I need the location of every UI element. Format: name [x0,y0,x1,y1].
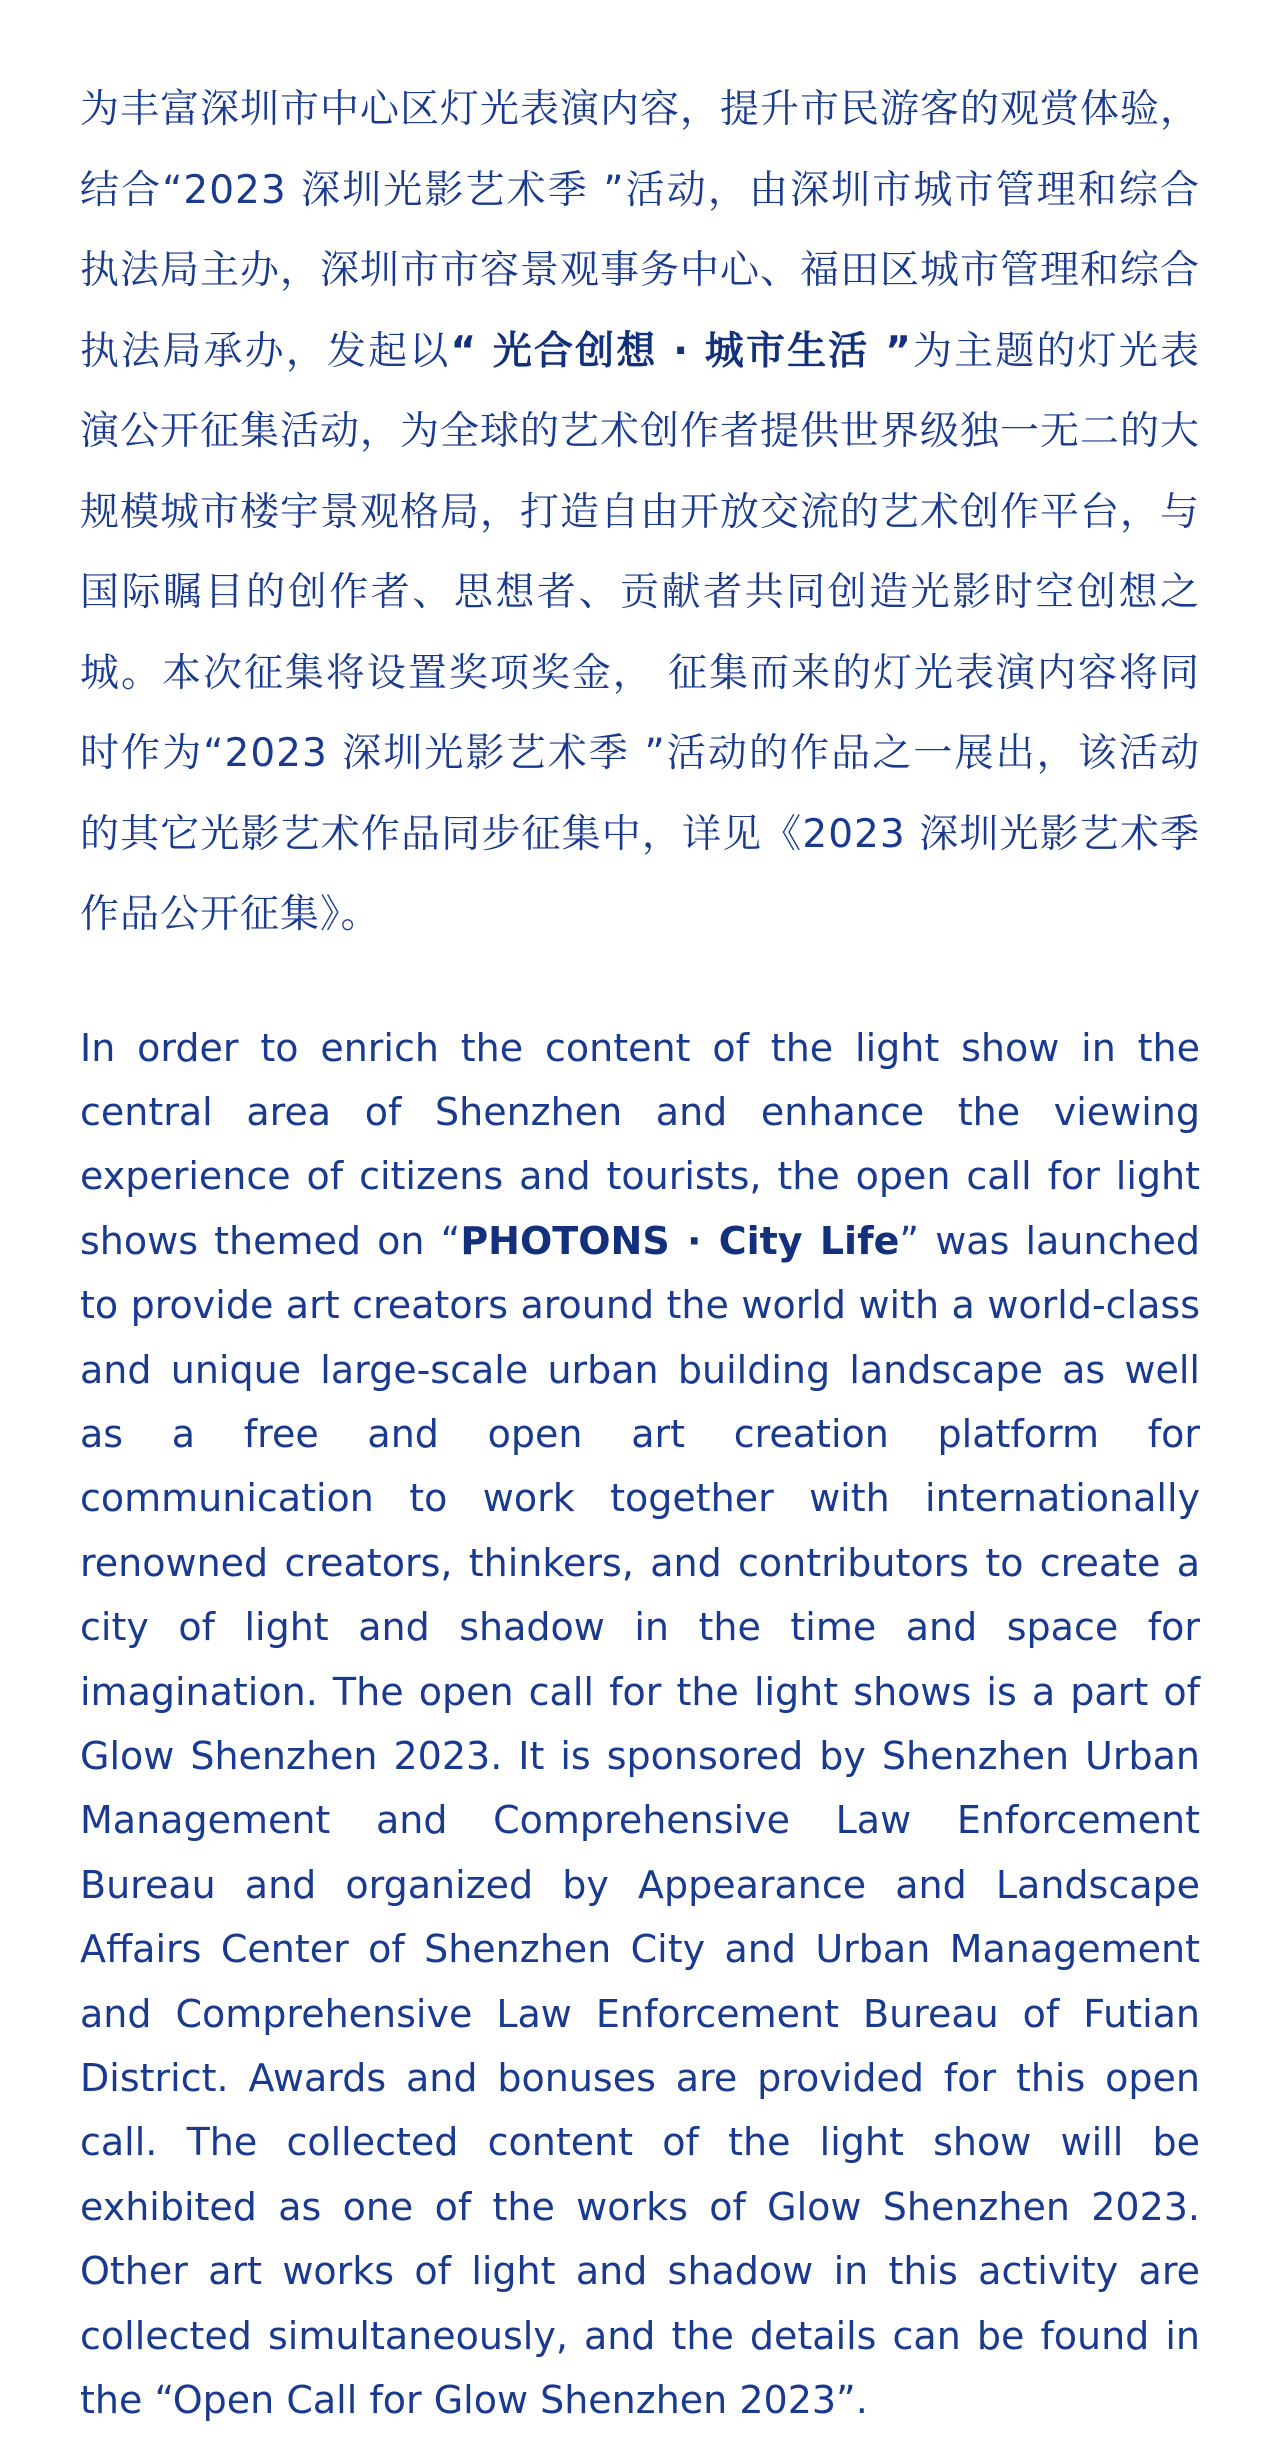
english-text-intro: In order to enrich the content of the light show in the central area of Shenzhen and enhance the viewing experience of citizens and tourists, the open call for light shows themed on “ [80,1025,1200,1263]
chinese-text-intro: 为丰富深圳市中心区灯光表演内容，提升市民游客的观赏体验，结合“2023 深圳光影艺术季 ”活动，由深圳市城市管理和综合执法局主办，深圳市市容景观事务中心、福田区城市管理和综合执法局承办，发起以 [80,87,1201,374]
chinese-text-body: 为主题的灯光表演公开征集活动，为全球的艺术创作者提供世界级独一无二的大规模城市楼宇景观格局，打造自由开放交流的艺术创作平台，与国际瞩目的创作者、思想者、贡献者共同创造光影时空创想之城。本次征集将设置奖项奖金， 征集而来的灯光表演内容将同时作为“2023 深圳光影艺术季 ”活动的作品之一展出，该活动的其它光影艺术作品同步征集中，详见《2023 深圳光影艺术季作品公开征集》。 [80,328,1201,937]
english-text-body: ” was launched to provide art creators around the world with a world-class and unique large-scale urban building landscape as well as a free and open art creation platform for communication to work together with internationally renowned creators, thinkers, and contributors to create a city of light and shadow in the time and space for imagination. The open call for the light shows is a part of Glow Shenzhen 2023. It is sponsored by Shenzhen Urban Management and Comprehensive Law Enforcement Bureau and organized by Appearance and Landscape Affairs Center of Shenzhen City and Urban Management and Comprehensive Law Enforcement Bureau of Futian District. Awards and bonuses are provided for this open call. The collected content of the light show will be exhibited as one of the works of Glow Shenzhen 2023. Other art works of light and shadow in this activity are collected simultaneously, and the details can be found in the “Open Call for Glow Shenzhen 2023”. [80,1218,1200,2423]
english-theme-highlight: PHOTONS · City Life [460,1218,900,1263]
english-paragraph [80,1016,1200,2433]
chinese-theme-highlight: “ 光合创想 · 城市生活 ” [450,328,912,374]
chinese-paragraph [80,70,1200,956]
